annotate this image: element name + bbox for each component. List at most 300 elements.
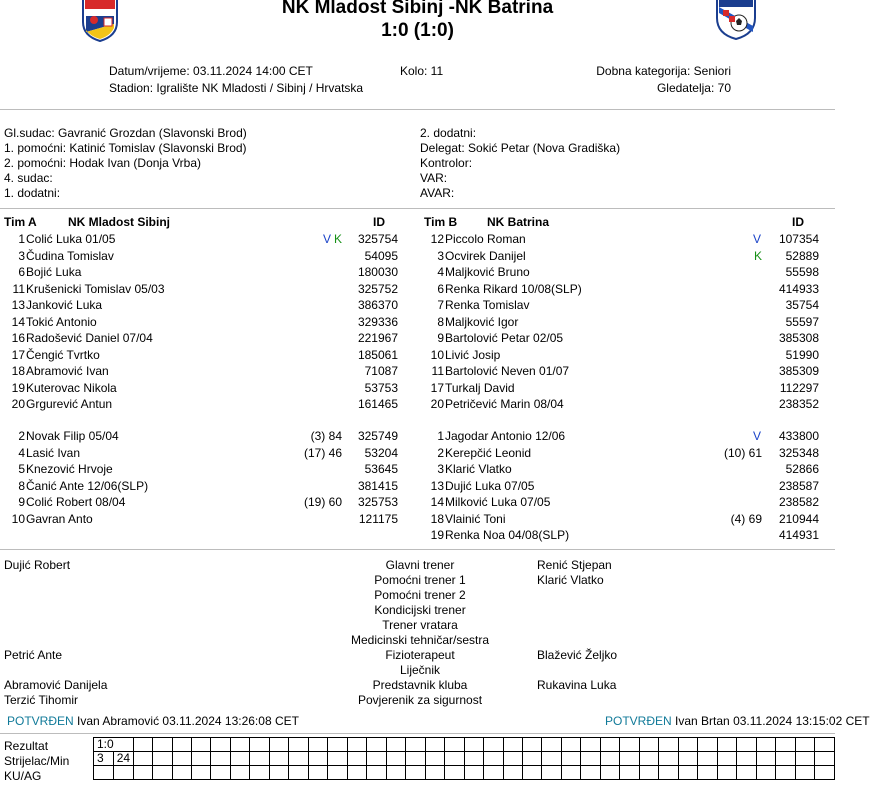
grid-cell	[561, 738, 580, 752]
player-name: Novak Filip 05/04	[26, 429, 119, 443]
grid-cell	[308, 752, 327, 766]
player-id: 121175	[358, 511, 398, 526]
grid-row	[94, 738, 835, 752]
grid-cell	[659, 752, 678, 766]
player-number: 3	[437, 462, 444, 476]
divider	[0, 733, 835, 734]
player-id: 53753	[364, 380, 398, 395]
grid-cell	[815, 766, 835, 780]
goalkeeper-mark: V	[323, 232, 332, 246]
grid-cell	[367, 738, 386, 752]
grid-cell	[386, 766, 405, 780]
staff-role: Povjerenik za sigurnost	[357, 693, 483, 707]
grid-cell	[172, 766, 191, 780]
grid-cell	[250, 766, 269, 780]
substitution-info	[270, 281, 342, 297]
age-category: Dobna kategorija: Seniori	[596, 64, 731, 78]
grid-cell	[367, 766, 386, 780]
grid-cell	[192, 766, 211, 780]
grid-cell	[153, 766, 172, 780]
grid-cell	[289, 752, 308, 766]
official-line: 1. pomoćni: Katinić Tomislav (Slavonski Brod)	[4, 141, 247, 155]
player-name: Kerepčić Leonid	[445, 445, 532, 460]
player-id: 325754	[357, 232, 398, 246]
grid-cell	[815, 738, 835, 752]
scorer-number-cell: 3	[94, 752, 114, 766]
player-id: 51990	[785, 347, 819, 362]
goalkeeper-mark: V	[753, 429, 762, 443]
grid-cell	[639, 766, 658, 780]
confirmed-label: POTVRĐEN	[7, 714, 74, 728]
match-title: NK Mladost Sibinj -NK Batrina	[281, 0, 554, 18]
grid-cell	[795, 738, 814, 752]
player-id: 414931	[778, 528, 819, 542]
result-grid	[93, 737, 835, 780]
player-name: Klarić Vlatko	[445, 462, 512, 476]
grid-cell	[289, 738, 308, 752]
player-id: 55598	[785, 265, 819, 279]
grid-cell	[815, 752, 835, 766]
grid-cell	[639, 752, 658, 766]
substitution-info	[690, 347, 762, 363]
grid-cell	[386, 752, 405, 766]
player-name: Bojić Luka	[26, 265, 82, 279]
grid-cell	[464, 766, 483, 780]
player-number: 14	[430, 495, 444, 509]
grid-cell	[561, 752, 580, 766]
grid-cell	[639, 738, 658, 752]
substitution-info	[690, 264, 762, 280]
grid-cell	[698, 738, 717, 752]
player-id: 325749	[357, 429, 398, 443]
grid-cell	[386, 738, 405, 752]
player-id: 325348	[778, 445, 819, 460]
grid-cell	[561, 766, 580, 780]
grid-cell	[698, 752, 717, 766]
substitution-info	[270, 248, 342, 264]
player-name: Livić Josip	[445, 347, 501, 362]
team-b-id-header: ID	[792, 215, 804, 229]
player-number: 17	[11, 347, 25, 362]
substitution-info	[690, 281, 762, 297]
staff-home-name: Dujić Robert	[4, 558, 71, 572]
grid-cell	[659, 766, 678, 780]
player-name: Renka Tomislav	[445, 298, 530, 312]
grid-cell	[347, 738, 366, 752]
player-id: 238582	[778, 495, 819, 509]
grid-cell	[113, 766, 133, 780]
official-line: 1. dodatni:	[4, 186, 61, 200]
staff-home-name: Petrić Ante	[4, 648, 63, 662]
official-line: Gl.sudac: Gavranić Grozdan (Slavonski Brod)	[4, 126, 247, 140]
substitution-info	[270, 314, 342, 330]
official-line: Delegat: Sokić Petar (Nova Gradiška)	[420, 141, 621, 155]
substitution-info	[690, 363, 762, 379]
player-name: Piccolo Roman	[445, 232, 526, 246]
substitution-info	[690, 297, 762, 313]
staff-role: Liječnik	[399, 663, 441, 677]
player-number: 3	[18, 248, 25, 263]
grid-cell	[795, 752, 814, 766]
staff-role: Glavni trener	[385, 558, 455, 572]
player-number: 3	[437, 248, 444, 263]
player-number: 9	[437, 331, 444, 345]
grid-cell	[347, 766, 366, 780]
player-name: Čengić Tvrtko	[26, 347, 100, 362]
result-value-cell: 1:0	[94, 738, 134, 752]
grid-cell	[445, 738, 464, 752]
player-id: 385308	[778, 331, 819, 345]
grid-cell	[328, 752, 347, 766]
match-score: 1:0 (1:0)	[381, 20, 454, 41]
result-label: Rezultat	[4, 739, 49, 753]
substitution-info: (19) 60	[303, 495, 342, 509]
player-id: 210944	[778, 511, 819, 526]
player-id: 385309	[778, 364, 819, 378]
staff-role: Predstavnik kluba	[372, 678, 468, 692]
grid-cell	[445, 752, 464, 766]
player-id: 238587	[778, 478, 819, 493]
substitution-info	[690, 478, 762, 494]
captain-mark: K	[334, 232, 343, 246]
confirm-right	[605, 714, 870, 728]
player-id: 381415	[357, 478, 398, 493]
player-number: 13	[430, 478, 444, 493]
official-line: 4. sudac:	[4, 171, 53, 185]
player-name: Čudina Tomislav	[26, 248, 114, 263]
grid-cell	[406, 752, 425, 766]
grid-cell	[250, 752, 269, 766]
player-name: Maljković Igor	[445, 314, 519, 329]
player-number: 8	[18, 478, 25, 493]
grid-cell	[503, 738, 522, 752]
grid-cell	[133, 766, 152, 780]
player-number: 14	[11, 314, 25, 329]
substitution-info	[270, 380, 342, 396]
player-number: 6	[18, 265, 25, 279]
confirmed-label: POTVRĐEN	[605, 714, 672, 728]
player-number: 8	[437, 314, 444, 329]
player-id: 71087	[364, 364, 398, 378]
staff-away-name: Rukavina Luka	[537, 678, 617, 692]
substitution-info	[270, 330, 342, 346]
staff-role: Trener vratara	[382, 618, 458, 632]
grid-cell	[698, 766, 717, 780]
staff-home-name: Terzić Tihomir	[4, 693, 79, 707]
player-name: Lasić Ivan	[26, 445, 81, 460]
grid-cell	[737, 738, 756, 752]
grid-cell	[737, 752, 756, 766]
official-line: 2. pomoćni: Hodak Ivan (Donja Vrba)	[4, 156, 201, 170]
grid-cell	[464, 752, 483, 766]
player-name: Radošević Daniel 07/04	[26, 331, 153, 345]
substitution-info	[690, 248, 762, 264]
player-id: 414933	[778, 281, 819, 296]
player-name: Colić Robert 08/04	[26, 495, 126, 509]
staff-role: Pomoćni trener 2	[374, 588, 466, 602]
grid-cell	[445, 766, 464, 780]
player-number: 19	[11, 380, 25, 395]
grid-cell	[211, 766, 230, 780]
grid-cell	[756, 766, 775, 780]
grid-cell	[659, 738, 678, 752]
substitution-info	[690, 380, 762, 396]
grid-cell	[269, 766, 288, 780]
grid-cell	[308, 738, 327, 752]
ku-ag-label: KU/AG	[4, 769, 42, 783]
staff-role: Medicinski tehničar/sestra	[350, 633, 490, 647]
staff-role: Pomoćni trener 1	[374, 573, 466, 587]
player-id: 433800	[778, 429, 819, 443]
player-name: Turkalj David	[445, 380, 515, 395]
grid-cell	[620, 738, 639, 752]
player-name: Abramović Ivan	[26, 364, 109, 378]
grid-cell	[484, 766, 503, 780]
player-name: Maljković Bruno	[445, 265, 530, 279]
player-number: 16	[11, 331, 25, 345]
player-name: Krušenicki Tomislav 05/03	[26, 281, 165, 296]
match-date: Datum/vrijeme: 03.11.2024 14:00 CET	[109, 64, 313, 78]
official-line: Kontrolor:	[420, 156, 473, 170]
team-b-label: Tim B	[424, 215, 458, 229]
grid-cell	[776, 766, 795, 780]
grid-cell	[795, 766, 814, 780]
grid-cell	[581, 738, 600, 752]
player-id: 238352	[778, 397, 819, 411]
substitution-info	[270, 297, 342, 313]
divider	[0, 109, 835, 110]
divider	[0, 208, 835, 209]
grid-cell	[153, 752, 172, 766]
substitution-info	[270, 264, 342, 280]
substitution-info	[690, 428, 762, 444]
grid-cell	[192, 738, 211, 752]
grid-cell	[776, 752, 795, 766]
player-id: 221967	[357, 331, 398, 345]
grid-cell	[620, 752, 639, 766]
grid-cell	[756, 738, 775, 752]
player-number: 18	[430, 511, 444, 526]
grid-cell	[717, 738, 736, 752]
player-number: 11	[431, 364, 444, 378]
substitution-info	[690, 314, 762, 330]
team-b-name: NK Batrina	[487, 215, 550, 229]
player-number: 5	[18, 462, 25, 476]
player-name: Renka Noa 04/08(SLP)	[445, 528, 570, 542]
player-id: 325753	[357, 495, 398, 509]
grid-cell	[737, 766, 756, 780]
player-number: 6	[437, 281, 444, 296]
grid-cell	[503, 752, 522, 766]
grid-cell	[328, 738, 347, 752]
player-id: 180030	[357, 265, 398, 279]
grid-cell	[678, 766, 697, 780]
player-name: Renka Rikard 10/08(SLP)	[445, 281, 582, 296]
player-id: 52866	[785, 462, 819, 476]
player-number: 4	[437, 265, 444, 279]
grid-cell	[542, 752, 561, 766]
grid-cell	[620, 766, 639, 780]
player-id: 107354	[778, 232, 819, 246]
grid-cell	[484, 752, 503, 766]
grid-cell	[269, 738, 288, 752]
player-name: Colić Luka 01/05	[26, 232, 116, 246]
substitution-info	[690, 396, 762, 412]
grid-cell	[581, 752, 600, 766]
substitution-info	[690, 231, 762, 247]
player-name: Vlainić Toni	[445, 511, 506, 526]
grid-cell	[133, 752, 152, 766]
grid-cell	[250, 738, 269, 752]
grid-cell	[581, 766, 600, 780]
player-number: 2	[437, 445, 444, 460]
substitution-info: (3) 84	[310, 429, 342, 443]
grid-cell	[308, 766, 327, 780]
grid-cell	[172, 752, 191, 766]
substitution-info	[270, 478, 342, 494]
substitution-info	[270, 231, 342, 247]
grid-cell	[678, 752, 697, 766]
grid-cell	[600, 752, 619, 766]
player-name: Jagodar Antonio 12/06	[445, 429, 566, 443]
grid-cell	[230, 766, 249, 780]
captain-mark: K	[754, 248, 763, 263]
substitution-info	[270, 363, 342, 379]
grid-cell	[756, 752, 775, 766]
divider	[0, 549, 835, 550]
official-line: 2. dodatni:	[420, 126, 477, 140]
player-number: 20	[430, 397, 444, 411]
staff-away-name: Blažević Željko	[537, 648, 618, 662]
player-name: Tokić Antonio	[26, 314, 97, 329]
substitution-info: (4) 69	[730, 511, 762, 526]
grid-cell	[678, 738, 697, 752]
round: Kolo: 11	[400, 64, 444, 78]
player-number: 4	[18, 445, 25, 460]
player-name: Milković Luka 07/05	[445, 495, 551, 509]
player-name: Bartolović Neven 01/07	[445, 364, 570, 378]
grid-cell	[172, 738, 191, 752]
confirmed-by: Ivan Brtan 03.11.2024 13:15:02 CET	[675, 714, 870, 728]
grid-cell	[211, 752, 230, 766]
substitution-info	[690, 461, 762, 477]
grid-row	[94, 766, 835, 780]
player-name: Ocvirek Danijel	[445, 248, 526, 263]
grid-row	[94, 752, 835, 766]
player-number: 11	[12, 281, 25, 296]
grid-cell	[347, 752, 366, 766]
player-number: 13	[11, 298, 25, 312]
player-number: 12	[430, 232, 444, 246]
staff-role: Fizioterapeut	[385, 648, 455, 662]
player-name: Grgurević Antun	[26, 397, 113, 411]
official-line: VAR:	[420, 171, 448, 185]
official-line: AVAR:	[420, 186, 455, 200]
staff-away-name: Renić Stjepan	[537, 558, 612, 572]
player-id: 53645	[364, 462, 398, 476]
player-name: Kuterovac Nikola	[26, 380, 117, 395]
grid-cell	[406, 738, 425, 752]
team-a-label: Tim A	[4, 215, 37, 229]
player-id: 325752	[357, 281, 398, 296]
grid-cell	[133, 738, 152, 752]
goalkeeper-mark: V	[753, 232, 762, 246]
grid-cell	[503, 766, 522, 780]
player-number: 1	[437, 429, 444, 443]
player-name: Čanić Ante 12/06(SLP)	[26, 478, 149, 493]
player-id: 35754	[785, 298, 819, 312]
grid-cell	[94, 766, 114, 780]
player-name: Janković Luka	[26, 298, 103, 312]
grid-cell	[211, 738, 230, 752]
player-name: Knezović Hrvoje	[26, 462, 113, 476]
substitution-info	[690, 494, 762, 510]
substitution-info	[270, 396, 342, 412]
staff-home-name: Abramović Danijela	[4, 678, 108, 692]
player-number: 1	[18, 232, 25, 246]
player-number: 2	[18, 429, 25, 443]
substitution-info: (10) 61	[723, 445, 762, 460]
grid-cell	[542, 738, 561, 752]
scorer-minute-cell: 24	[113, 752, 133, 766]
team-a-name: NK Mladost Sibinj	[68, 215, 170, 229]
substitution-info	[690, 330, 762, 346]
grid-cell	[717, 752, 736, 766]
grid-cell	[776, 738, 795, 752]
attendance: Gledatelja: 70	[656, 81, 731, 95]
grid-cell	[425, 738, 444, 752]
player-id: 112297	[779, 380, 819, 395]
player-number: 10	[430, 347, 444, 362]
grid-cell	[522, 752, 541, 766]
grid-cell	[717, 766, 736, 780]
player-name: Dujić Luka 07/05	[445, 478, 535, 493]
substitution-info	[270, 347, 342, 363]
grid-cell	[522, 766, 541, 780]
confirmed-by: Ivan Abramović 03.11.2024 13:26:08 CET	[77, 714, 299, 728]
player-number: 9	[18, 495, 25, 509]
grid-cell	[192, 752, 211, 766]
scorer-label: Strijelac/Min	[4, 754, 70, 768]
player-id: 185061	[357, 347, 398, 362]
grid-cell	[600, 738, 619, 752]
grid-cell	[367, 752, 386, 766]
stadium: Stadion: Igralište NK Mladosti / Sibinj / Hrvatska	[109, 81, 364, 95]
grid-cell	[289, 766, 308, 780]
player-number: 20	[11, 397, 25, 411]
grid-cell	[406, 766, 425, 780]
player-id: 161465	[357, 397, 398, 411]
player-number: 10	[11, 511, 25, 526]
grid-cell	[484, 738, 503, 752]
substitution-info	[270, 461, 342, 477]
team-a-id-header: ID	[373, 215, 385, 229]
grid-cell	[328, 766, 347, 780]
player-name: Gavran Anto	[26, 511, 93, 526]
grid-cell	[230, 738, 249, 752]
player-id: 53204	[364, 445, 398, 460]
confirm-left	[7, 714, 299, 728]
player-id: 52889	[785, 248, 819, 263]
substitution-info	[690, 527, 762, 543]
player-name: Bartolović Petar 02/05	[445, 331, 564, 345]
grid-cell	[230, 752, 249, 766]
staff-role: Kondicijski trener	[374, 603, 466, 617]
player-id: 386370	[357, 298, 398, 312]
player-number: 18	[11, 364, 25, 378]
grid-cell	[542, 766, 561, 780]
player-number: 19	[430, 528, 444, 542]
